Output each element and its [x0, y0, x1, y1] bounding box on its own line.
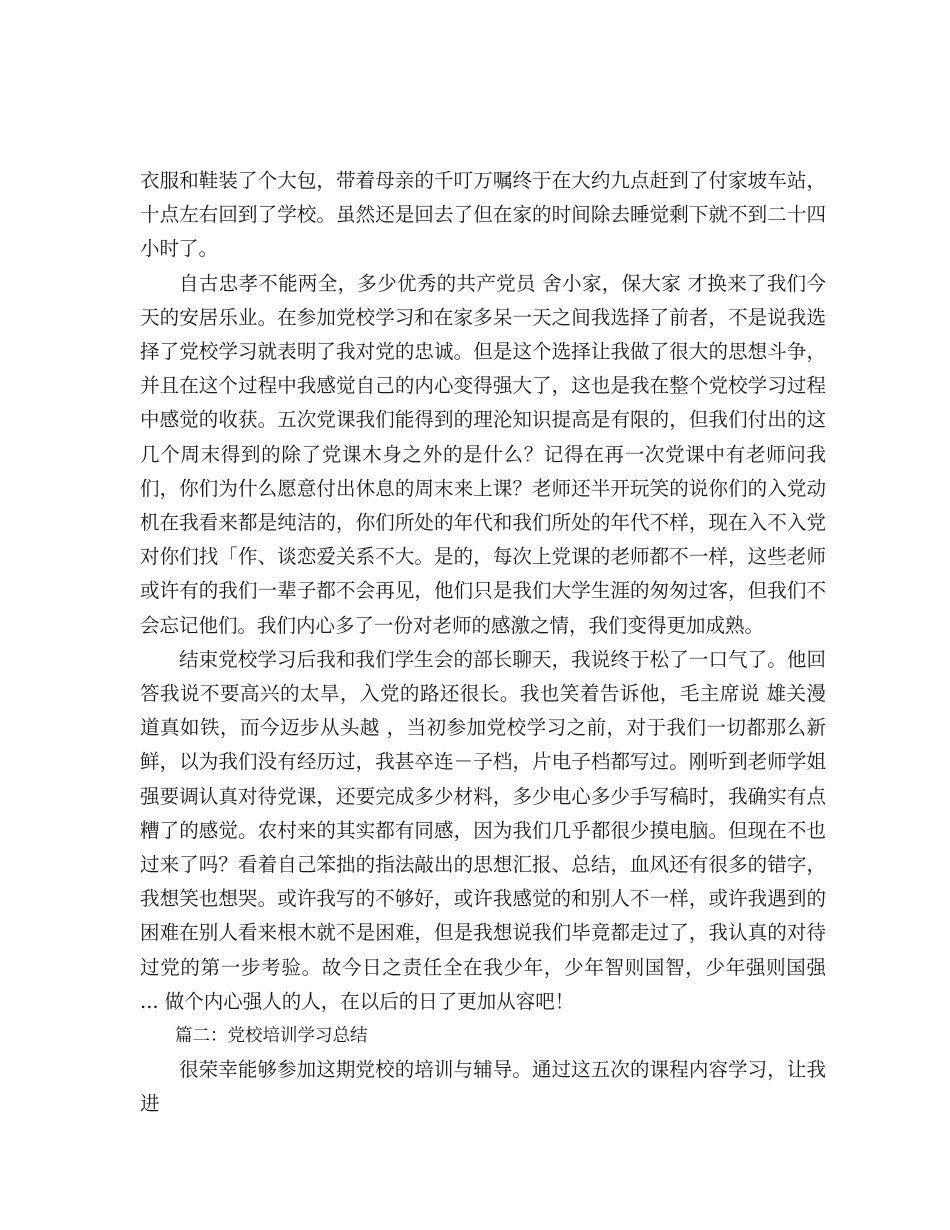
section-heading: 篇二：党校培训学习总结: [175, 1026, 368, 1047]
paragraph-3: 结束党校学习后我和我们学生会的部长聊天，我说终于松了一口气了。他回答我说不要高兴的太旱，入党的路还很长。我也笑着告诉他，毛主席说 雄关漫道真如铁，而今迈步从头越 ，当初参加党校学习之前，对于我们一切都那么新鲜，以为我们没有经历过，我甚卒连－子档，片电子档都写过。刚听到老师学姐强要调认真对待党课，还要完成多少材料，多少电心多少手写稿时，我确实有点糟了的感觉。农村来的其实都有同感，因为我们几乎都很少摸电脑。但现在不也过来了吗？看着自己笨拙的指法敲出的思想汇报、总结，血风还有很多的错字，我想笑也想哭。或许我写的不够好，或许我感觉的和别人不一样，或许我遇到的困难在别人看来根木就不是困难，但是我想说我们毕竟都走过了，我认真的对待过党的第一步考验。故今日之责任全在我少年，少年智则国智，少年强则国强 ... 做个内心强人的人，在以后的日了更加从容吧！: [140, 647, 826, 1013]
trailing-paragraph: 很荣幸能够参加这期党校的培训与辅导。通过这五次的课程内容学习，让我进: [140, 1058, 826, 1116]
paragraph-2: 自古忠孝不能两全，多少优秀的共产党员 舍小家，保大家 才换来了我们今天的安居乐业。在参加党校学习和在家多呆一天之间我选择了前者，不是说我选择了党校学习就表明了我对党的忠诚。但是这个选择让我做了很大的思想斗争，并且在这个过程中我感觉自己的内心变得强大了，这也是我在整个党校学习过程中感觉的收获。五次党课我们能得到的理沦知识提高是有限的，但我们付出的这几个周末得到的除了党课木身之外的是什么？记得在再一次党课中有老师问我们，你们为什么愿意付出休息的周末来上课？老师还半开玩笑的说你们的入党动机在我看来都是纯洁的，你们所处的年代和我们所处的年代不样，现在入不入党对你们找「作、谈恋爱关系不大。是的，每次上党课的老师都不一样，这些老师或许有的我们一辈子都不会再见，他们只是我们大学生涯的匆匆过客，但我们不会忘记他们。我们内心多了一份对老师的感激之情，我们变得更加成熟。: [140, 271, 826, 637]
document-page: [140, 164, 826, 1122]
paragraph-1: 衣服和鞋装了个大包，带着母亲的千叮万嘱终于在大约九点赶到了付家坡车站，十点左右回到了学校。虽然还是回去了但在家的时间除去睡觉剩下就不到二十四小时了。: [140, 169, 826, 261]
